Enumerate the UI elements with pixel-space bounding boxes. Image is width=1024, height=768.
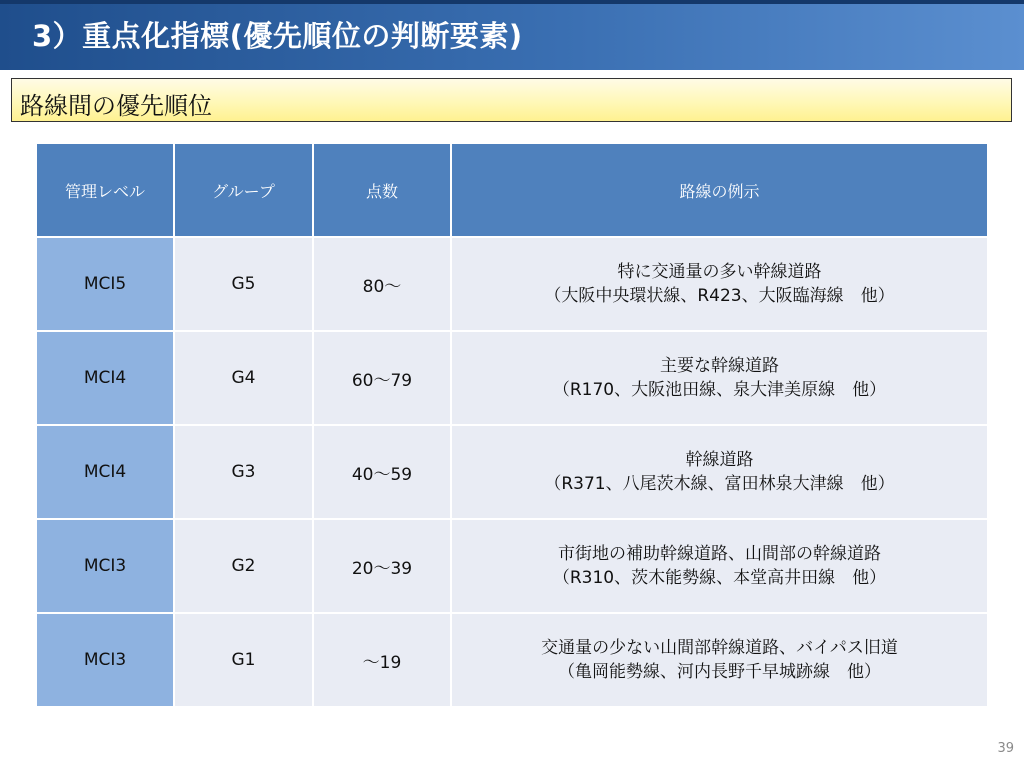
table-row: [36, 331, 988, 425]
cell-route-examples: [451, 519, 988, 613]
route-description: 市街地の補助幹線道路、山間部の幹線道路: [558, 544, 881, 564]
route-examples-list: （亀岡能勢線、河内長野千早城跡線 他）: [558, 662, 881, 682]
header-route-examples: 路線の例示: [451, 143, 988, 237]
slide-subtitle: 路線間の優先順位: [20, 92, 212, 120]
cell-group: G5: [174, 237, 313, 331]
cell-group: G1: [174, 613, 313, 707]
cell-route-examples: [451, 237, 988, 331]
cell-score: 80～: [313, 237, 451, 331]
cell-route-examples: [451, 613, 988, 707]
route-description: 主要な幹線道路: [660, 356, 779, 376]
cell-route-examples: [451, 425, 988, 519]
route-examples-list: （R170、大阪池田線、泉大津美原線 他）: [552, 380, 887, 400]
table-row: [36, 613, 988, 707]
cell-group: G3: [174, 425, 313, 519]
cell-score: 20～39: [313, 519, 451, 613]
priority-table: [35, 142, 989, 708]
header-management-level: 管理レベル: [36, 143, 174, 237]
route-examples-list: （R310、茨木能勢線、本堂高井田線 他）: [552, 568, 887, 588]
title-bar: [0, 0, 1024, 70]
cell-level: MCI3: [36, 519, 174, 613]
title-bar-accent: [0, 0, 1024, 4]
route-description: 幹線道路: [685, 450, 754, 470]
cell-group: G4: [174, 331, 313, 425]
cell-score: ～19: [313, 613, 451, 707]
cell-score: 60～79: [313, 331, 451, 425]
table-header-row: [36, 143, 988, 237]
route-description: 特に交通量の多い幹線道路: [617, 262, 822, 282]
cell-score: 40～59: [313, 425, 451, 519]
cell-group: G2: [174, 519, 313, 613]
cell-level: MCI3: [36, 613, 174, 707]
header-score: 点数: [313, 143, 451, 237]
cell-route-examples: [451, 331, 988, 425]
table-row: [36, 519, 988, 613]
cell-level: MCI5: [36, 237, 174, 331]
cell-level: MCI4: [36, 331, 174, 425]
header-group: グループ: [174, 143, 313, 237]
route-examples-list: （大阪中央環状線、R423、大阪臨海線 他）: [544, 286, 895, 306]
slide-title: 3）重点化指標(優先順位の判断要素): [32, 19, 523, 53]
table-row: [36, 237, 988, 331]
route-description: 交通量の少ない山間部幹線道路、バイパス旧道: [541, 638, 898, 658]
route-examples-list: （R371、八尾茨木線、富田林泉大津線 他）: [544, 474, 895, 494]
page-number: 39: [997, 741, 1014, 756]
table-row: [36, 425, 988, 519]
cell-level: MCI4: [36, 425, 174, 519]
subtitle-box: [11, 78, 1012, 122]
